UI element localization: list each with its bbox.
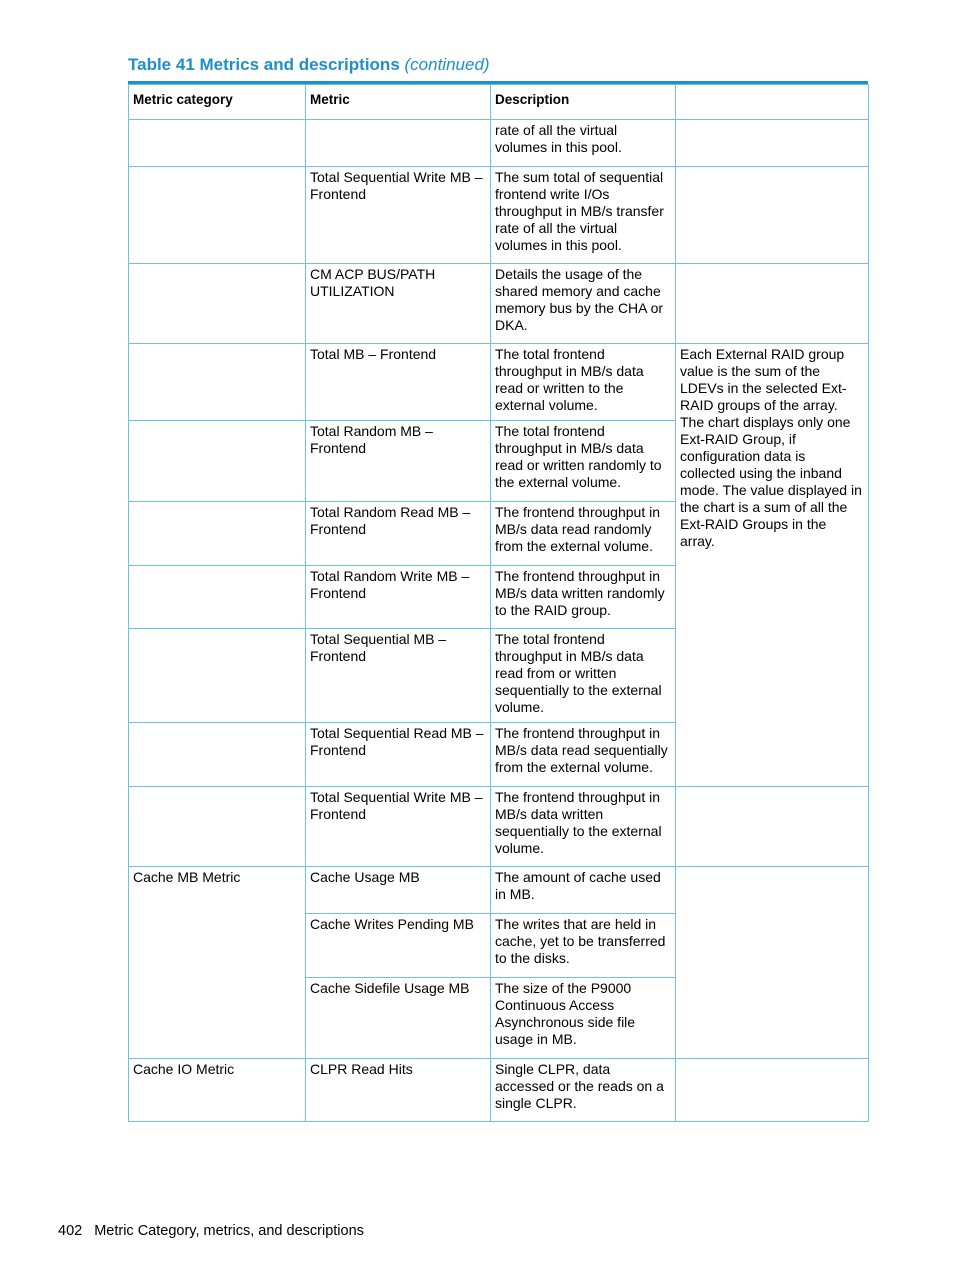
category-cell [129,787,306,867]
table-caption [128,55,490,75]
category-cell [129,167,306,264]
page-footer [58,1223,364,1239]
description-cell: The total frontend throughput in MB/s data read or written to the external volume. [491,344,676,421]
metric-cell [306,120,491,167]
header-metric: Metric [306,85,491,120]
description-cell: Single CLPR, data accessed or the reads on a single CLPR. [491,1059,676,1122]
description-cell: rate of all the virtual volumes in this pool. [491,120,676,167]
description-cell: The frontend throughput in MB/s data written randomly to the RAID group. [491,566,676,629]
notes-cell [676,264,869,344]
table-row [129,344,869,421]
category-cell [129,502,306,566]
caption-label: Table 41 Metrics and descriptions [128,55,400,74]
category-cell: Cache IO Metric [129,1059,306,1122]
metric-cell: Total Sequential Write MB – Frontend [306,787,491,867]
header-row [129,85,869,120]
description-cell: The total frontend throughput in MB/s data read from or written sequentially to the external volume. [491,629,676,723]
metric-cell: Cache Usage MB [306,867,491,914]
metric-cell: Total Sequential MB – Frontend [306,629,491,723]
category-cell [129,120,306,167]
description-cell: The amount of cache used in MB. [491,867,676,914]
metric-cell: Cache Sidefile Usage MB [306,978,491,1059]
metric-cell: Total Random Write MB – Frontend [306,566,491,629]
category-cell [129,566,306,629]
description-cell: The writes that are held in cache, yet to be transferred to the disks. [491,914,676,978]
header-description: Description [491,85,676,120]
notes-cell [676,1059,869,1122]
category-cell [129,421,306,502]
header-notes [676,85,869,120]
metric-cell: Total Random MB – Frontend [306,421,491,502]
notes-cell: Each External RAID group value is the sum of the LDEVs in the selected Ext-RAID groups of the array. The chart displays only one Ext-RAID Group, if configuration data is collected using the inband mode. The value displayed in the chart is a sum of all the Ext-RAID Groups in the array. [676,344,869,787]
table-row [129,167,869,264]
footer-text: Metric Category, metrics, and descriptions [94,1223,364,1239]
description-cell: The frontend throughput in MB/s data read randomly from the external volume. [491,502,676,566]
table-row [129,264,869,344]
page-number: 402 [58,1223,83,1239]
table-row [129,120,869,167]
metric-cell: CM ACP BUS/PATH UTILIZATION [306,264,491,344]
metric-cell: Total MB – Frontend [306,344,491,421]
metric-cell: Total Random Read MB – Frontend [306,502,491,566]
description-cell: The frontend throughput in MB/s data read sequentially from the external volume. [491,723,676,787]
table-row [129,1059,869,1122]
notes-cell [676,120,869,167]
metrics-table [128,84,869,1122]
notes-cell [676,867,869,1059]
category-cell [129,344,306,421]
description-cell: The total frontend throughput in MB/s data read or written randomly to the external volume. [491,421,676,502]
table-row [129,867,869,914]
category-cell [129,723,306,787]
description-cell: The size of the P9000 Continuous Access Asynchronous side file usage in MB. [491,978,676,1059]
metric-cell: CLPR Read Hits [306,1059,491,1122]
metric-cell: Total Sequential Read MB – Frontend [306,723,491,787]
description-cell: Details the usage of the shared memory and cache memory bus by the CHA or DKA. [491,264,676,344]
notes-cell [676,167,869,264]
metric-cell: Total Sequential Write MB – Frontend [306,167,491,264]
description-cell: The sum total of sequential frontend write I/Os throughput in MB/s transfer rate of all the virtual volumes in this pool. [491,167,676,264]
caption-continued: (continued) [404,55,490,74]
header-metric-category: Metric category [129,85,306,120]
notes-cell [676,787,869,867]
category-cell: Cache MB Metric [129,867,306,1059]
category-cell [129,264,306,344]
table-row [129,787,869,867]
metric-cell: Cache Writes Pending MB [306,914,491,978]
description-cell: The frontend throughput in MB/s data written sequentially to the external volume. [491,787,676,867]
category-cell [129,629,306,723]
